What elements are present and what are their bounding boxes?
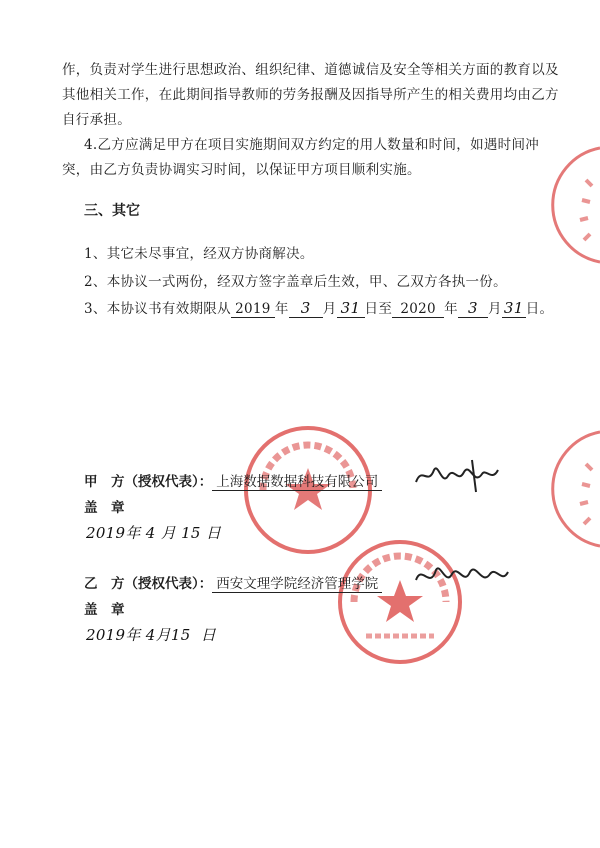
start-month: 3 [289, 299, 323, 318]
section-heading-other: 三、其它 [84, 203, 140, 219]
party-a-date-day-char: 日 [205, 524, 222, 542]
start-month-char: 月 [322, 301, 337, 317]
margin-seal-top-icon [536, 140, 600, 270]
paragraph-education-duties: 作，负责对学生进行思想政治、组织纪律、道德诚信及安全等相关方面的教育以及其他相关工作，在此期间指导教师的劳务报酬及因指导所产生的相关费用均由乙方自行承担。 [62, 62, 559, 128]
party-a-date [86, 522, 221, 543]
party-a-name: 上海数据数据科技有限公司 [212, 474, 382, 491]
clause-3-end: 日。 [525, 301, 554, 317]
party-b-date-month: 4 [145, 626, 156, 644]
party-b-row [84, 572, 382, 592]
end-month: 3 [458, 299, 488, 318]
end-year: 2020 [392, 301, 444, 318]
paragraph-party-b-scheduling: 4.乙方应满足甲方在项目实施期间双方约定的用人数量和时间，如遇时间冲突，由乙方负责协调实习时间，以保证甲方项目顺利实施。 [62, 137, 540, 178]
party-b-date [86, 624, 216, 645]
party-b-date-day: 15 [170, 626, 191, 644]
party-a-date-month: 4 [145, 524, 156, 542]
clause-1: 1、其它未尽事宜，经双方协商解决。 [84, 246, 314, 262]
party-b-signature-icon [412, 556, 512, 596]
clause-2: 2、本协议一式两份，经双方签字盖章后生效，甲、乙双方各执一份。 [84, 274, 507, 290]
party-a-date-year: 2019 [86, 524, 126, 542]
party-b-name: 西安文理学院经济管理学院 [212, 576, 382, 593]
end-month-char: 月 [487, 301, 502, 317]
party-a-date-year-char: 年 [125, 524, 141, 542]
party-b-label: 乙 方（授权代表）： [84, 576, 213, 592]
start-day: 31 [337, 299, 365, 318]
clause-3-mid: 日至 [364, 301, 393, 317]
party-b-seal-icon [330, 532, 470, 672]
party-b-date-day-char: 日 [200, 626, 217, 644]
end-day: 31 [502, 299, 526, 318]
party-a-row [84, 470, 382, 490]
margin-seal-bottom-icon [536, 424, 600, 554]
start-year: 2019 [231, 301, 275, 318]
party-a-signature-icon [412, 456, 502, 496]
party-a-seal-label: 盖 章 [84, 500, 125, 516]
start-year-char: 年 [274, 301, 289, 317]
party-b-seal-label: 盖 章 [84, 602, 125, 618]
party-a-date-day: 15 [181, 524, 201, 542]
clause-3 [84, 297, 553, 318]
party-b-date-month-char: 月 [155, 626, 171, 644]
party-a-label: 甲 方（授权代表）： [84, 474, 213, 490]
party-a-date-month-char: 月 [160, 524, 176, 542]
clause-3-prefix: 3、本协议书有效期限从 [84, 301, 231, 317]
party-b-date-year: 2019 [86, 626, 126, 644]
party-b-date-year-char: 年 [125, 626, 141, 644]
end-year-char: 年 [444, 301, 458, 317]
